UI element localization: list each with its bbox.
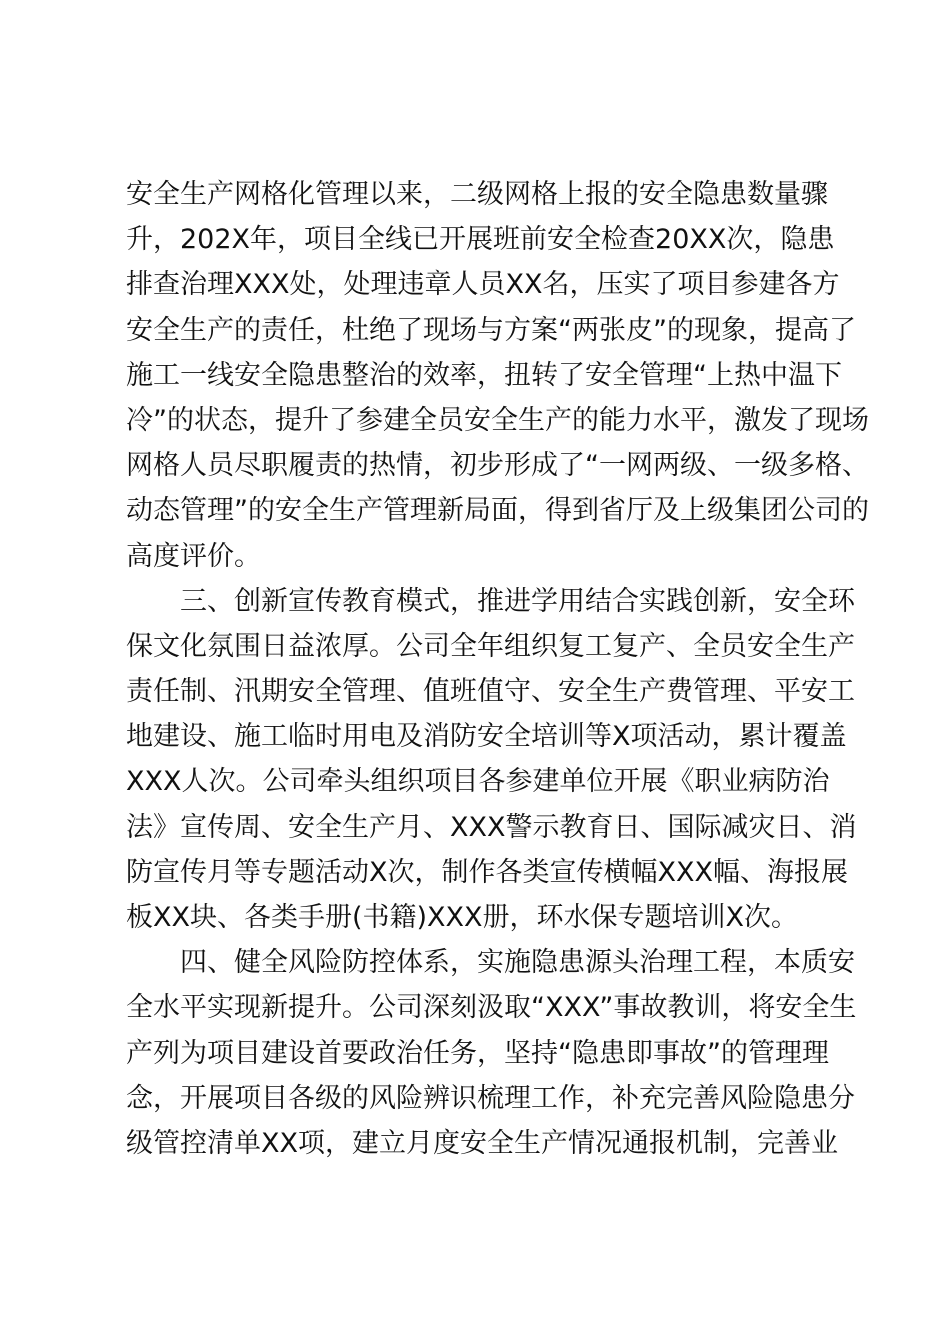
section-four-heading-line: 四、健全风险防控体系，实施隐患源头治理工程，本质安 [180, 947, 855, 979]
text-line: 升，202X年，项目全线已开展班前安全检查20XX次，隐患 [126, 224, 835, 256]
text-line: 动态管理”的安全生产管理新局面，得到省厅及上级集团公司的 [126, 495, 869, 527]
text-line: XXX人次。公司牵头组织项目各参建单位开展《职业病防治 [126, 766, 830, 798]
text-line: 全水平实现新提升。公司深刻汲取“XXX”事故教训，将安全生 [126, 992, 857, 1024]
text-line: 法》宣传周、安全生产月、XXX警示教育日、国际减灾日、消 [126, 811, 857, 843]
document-body [126, 172, 869, 1166]
text-line: 产列为项目建设首要政治任务，坚持“隐患即事故”的管理理 [126, 1037, 829, 1069]
text-line: 保文化氛围日益浓厚。公司全年组织复工复产、全员安全生产 [126, 630, 855, 662]
text-line: 念，开展项目各级的风险辨识梳理工作，补充完善风险隐患分 [126, 1082, 855, 1114]
text-line: 级管控清单XX项，建立月度安全生产情况通报机制，完善业 [126, 1127, 838, 1159]
text-line: 安全生产网格化管理以来，二级网格上报的安全隐患数量骤 [126, 179, 828, 210]
text-line: 施工一线安全隐患整治的效率，扭转了安全管理“上热中温下 [126, 359, 842, 391]
text-line: 防宣传月等专题活动X次，制作各类宣传横幅XXX幅、海报展 [126, 856, 848, 888]
text-line: 高度评价。 [126, 540, 261, 572]
text-line: 安全生产的责任，杜绝了现场与方案“两张皮”的现象，提高了 [126, 314, 856, 346]
text-line: 排查治理XXX处，处理违章人员XX名，压实了项目参建各方 [126, 269, 840, 301]
text-line: 地建设、施工临时用电及消防安全培训等X项活动，累计覆盖 [126, 721, 847, 753]
text-line: 板XX块、各类手册(书籍)XXX册，环水保专题培训X次。 [126, 902, 799, 933]
section-three-heading-line: 三、创新宣传教育模式，推进学用结合实践创新，安全环 [180, 585, 855, 617]
text-line: 责任制、汛期安全管理、值班值守、安全生产费管理、平安工 [126, 676, 855, 708]
text-line: 网格人员尽职履责的热情，初步形成了“一网两级、一级多格、 [126, 450, 869, 482]
text-line: 冷”的状态，提升了参建全员安全生产的能力水平，激发了现场 [126, 404, 869, 436]
